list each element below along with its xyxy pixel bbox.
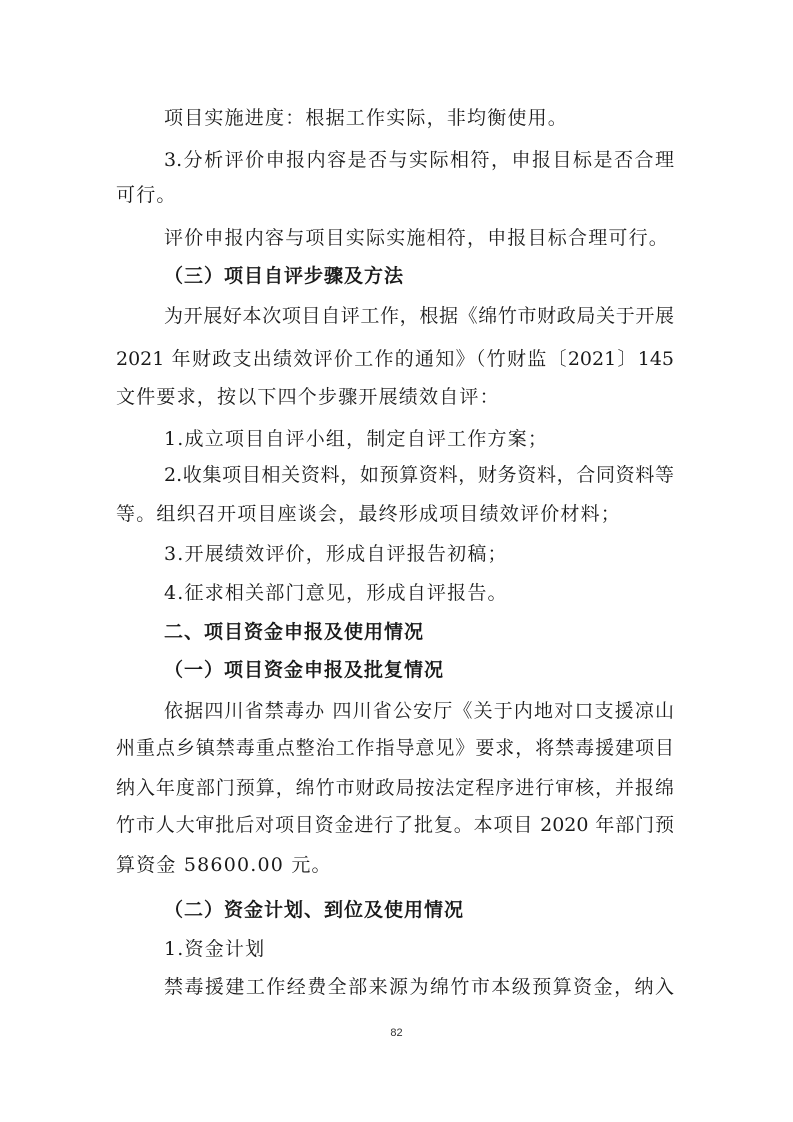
- paragraph-line: 文件要求，按以下四个步骤开展绩效自评：: [116, 386, 500, 408]
- paragraph-line: 3.分析评价申报内容是否与实际相符，申报目标是否合理: [164, 149, 674, 171]
- paragraph-line: 项目实施进度：根据工作实际，非均衡使用。: [164, 107, 569, 129]
- section-heading: （一）项目资金申报及批复情况: [164, 659, 445, 681]
- list-item: 1.成立项目自评小组，制定自评工作方案；: [164, 428, 549, 450]
- paragraph-line: 纳入年度部门预算，绵竹市财政局按法定程序进行审核，并报绵: [116, 777, 674, 799]
- paragraph-line: 等。组织召开项目座谈会，最终形成项目绩效评价材料；: [116, 503, 622, 525]
- paragraph-line: 算资金 58600.00 元。: [116, 854, 332, 876]
- list-item: 2.收集项目相关资料，如预算资料，财务资料，合同资料等: [164, 464, 674, 486]
- paragraph-line: 可行。: [116, 184, 177, 206]
- section-heading: （三）项目自评步骤及方法: [164, 265, 405, 287]
- paragraph-line: 2021 年财政支出绩效评价工作的通知》（竹财监〔2021〕145: [116, 348, 674, 370]
- chapter-heading: 二、项目资金申报及使用情况: [164, 621, 425, 643]
- list-item: 3.开展绩效评价，形成自评报告初稿；: [164, 543, 508, 565]
- paragraph-line: 禁毒援建工作经费全部来源为绵竹市本级预算资金，纳入: [164, 976, 674, 998]
- paragraph-line: 州重点乡镇禁毒重点整治工作指导意见》要求，将禁毒援建项目: [116, 737, 674, 759]
- list-item: 4.征求相关部门意见，形成自评报告。: [164, 582, 508, 604]
- list-item: 1.资金计划: [164, 938, 266, 960]
- paragraph-line: 依据四川省禁毒办 四川省公安厅《关于内地对口支援凉山: [164, 700, 674, 722]
- section-heading: （二）资金计划、到位及使用情况: [164, 899, 465, 921]
- paragraph-line: 评价申报内容与项目实际实施相符，申报目标合理可行。: [164, 227, 670, 249]
- paragraph-line: 为开展好本次项目自评工作，根据《绵竹市财政局关于开展: [164, 305, 674, 327]
- paragraph-line: 竹市人大审批后对项目资金进行了批复。本项目 2020 年部门预: [116, 814, 674, 836]
- page-number: 82: [390, 1027, 403, 1039]
